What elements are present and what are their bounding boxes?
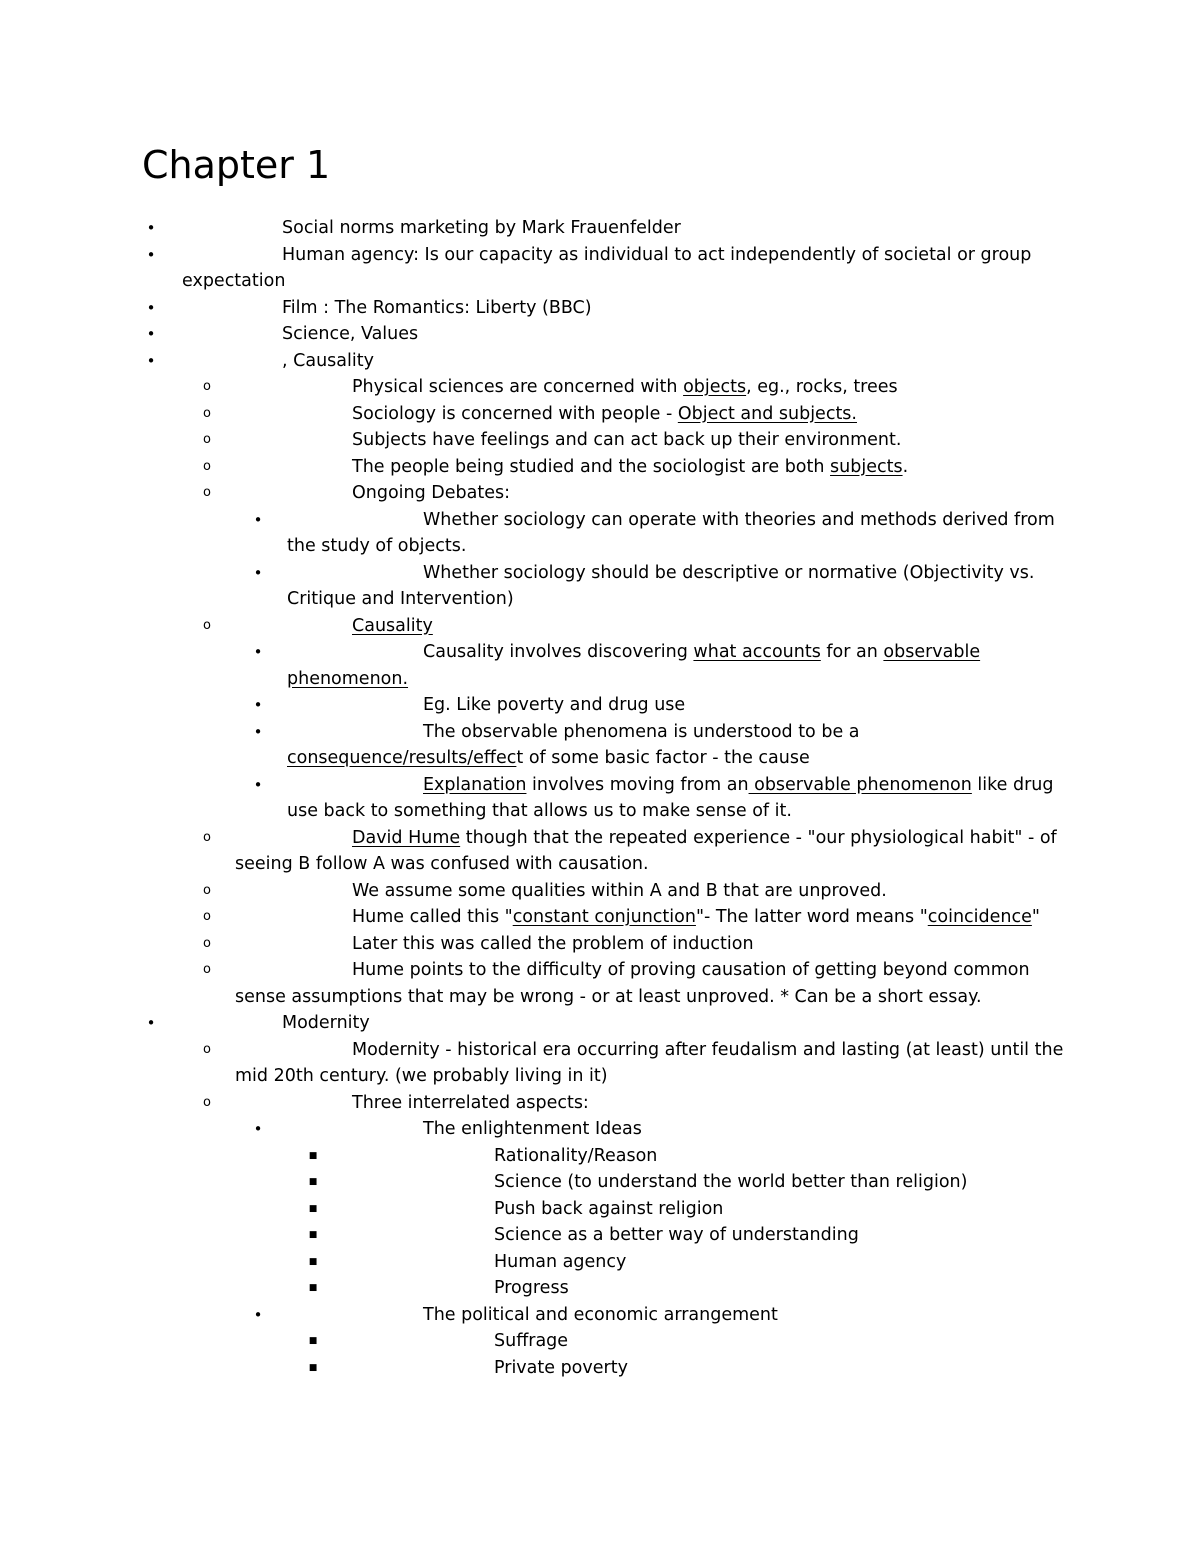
list-item-text	[494, 1328, 568, 1355]
underlined-term: David Hume	[352, 827, 461, 848]
text-line	[235, 931, 754, 958]
bullet-disc-icon: •	[146, 245, 156, 264]
text-line	[235, 454, 908, 481]
text-line	[287, 745, 860, 772]
text-run: , Causality	[282, 350, 374, 371]
text-run: mid 20th century. (we probably living in it)	[235, 1066, 608, 1086]
list-item-text	[235, 401, 857, 428]
text-run: though that the repeated experience - "our physiological habit" - of	[460, 827, 1057, 848]
list-item-text	[235, 454, 908, 481]
text-line	[182, 215, 681, 242]
text-line	[287, 798, 1054, 825]
text-line	[494, 1249, 626, 1276]
bullet-circle-icon: o	[203, 829, 211, 845]
list-item-text	[235, 825, 1057, 878]
underlined-term: subjects	[830, 456, 903, 477]
text-line	[182, 268, 1031, 295]
list-item-text	[235, 904, 1040, 931]
text-line	[494, 1196, 723, 1223]
bullet-disc-icon: •	[253, 643, 263, 661]
bullet-circle-icon: o	[203, 485, 211, 500]
text-line	[235, 904, 1040, 931]
bullet-disc-icon: •	[253, 722, 263, 741]
text-run: Hume called this "	[352, 907, 513, 927]
list-item-text	[287, 719, 860, 772]
list-item-text	[235, 1090, 589, 1117]
text-line	[287, 666, 980, 693]
list-item-text	[494, 1355, 628, 1382]
underlined-term: consequence/results/effec	[287, 748, 517, 768]
text-line	[287, 560, 1034, 587]
list-item-text	[235, 613, 433, 640]
list-item-text	[494, 1222, 859, 1249]
list-item-text	[182, 242, 1031, 295]
text-run: The people being studied and the sociologist are both	[352, 456, 831, 477]
list-item-text	[182, 215, 681, 242]
bullet-square-icon: ■	[308, 1362, 318, 1373]
list-item-text	[182, 321, 418, 348]
bullet-circle-icon: o	[203, 379, 211, 394]
text-run: seeing B follow A was confused with causation.	[235, 854, 649, 874]
text-run: involves moving from an	[526, 774, 749, 795]
text-run: Science (to understand the world better than religion)	[494, 1172, 968, 1192]
text-run: Sociology is concerned with people -	[352, 403, 678, 424]
bullet-circle-icon: o	[203, 458, 211, 474]
text-run: t of some basic factor - the cause	[516, 748, 810, 768]
list-item-text	[494, 1196, 723, 1223]
page-title: Chapter 1	[142, 143, 331, 187]
list-item-text	[287, 1116, 642, 1143]
bullet-square-icon: ■	[308, 1177, 318, 1187]
list-item-text	[235, 480, 510, 507]
text-line	[182, 242, 1031, 269]
bullet-disc-icon: •	[253, 1305, 263, 1324]
text-line	[235, 480, 510, 507]
text-run: Human agency: Is our capacity as individual to act independently of societal or group	[282, 244, 1032, 265]
text-line	[182, 321, 418, 348]
list-item-text	[235, 931, 754, 958]
text-run: Private poverty	[494, 1357, 628, 1378]
text-run: The observable phenomena is understood to be a	[423, 721, 860, 742]
text-line	[287, 586, 1034, 613]
text-run: Causality involves discovering	[423, 642, 694, 662]
underlined-term: what accounts	[693, 642, 821, 662]
text-line	[182, 1010, 370, 1037]
text-run: , eg., rocks, trees	[746, 377, 898, 397]
text-run: Ongoing Debates:	[352, 483, 511, 503]
text-run: Critique and Intervention)	[287, 589, 514, 609]
list-item-text	[235, 427, 901, 454]
bullet-disc-icon: •	[146, 351, 156, 370]
underlined-term: Causality	[352, 615, 433, 636]
text-line	[494, 1222, 859, 1249]
list-item-text	[287, 692, 685, 719]
text-run: The political and economic arrangement	[423, 1304, 778, 1325]
bullet-square-icon: ■	[308, 1203, 318, 1214]
bullet-circle-icon: o	[203, 1094, 211, 1110]
list-item-text	[235, 1037, 1063, 1090]
bullet-circle-icon: o	[203, 617, 211, 633]
text-line	[235, 878, 887, 905]
list-item-text	[235, 957, 1030, 1010]
text-line	[235, 984, 1030, 1011]
text-run: Three interrelated aspects:	[352, 1092, 589, 1113]
list-item-text	[235, 878, 887, 905]
list-item-text	[287, 639, 980, 692]
text-line	[235, 851, 1057, 878]
text-run: Whether sociology should be descriptive or normative (Objectivity vs.	[423, 562, 1035, 583]
text-line	[494, 1328, 568, 1355]
text-run: Whether sociology can operate with theories and methods derived from	[423, 509, 1055, 530]
text-line	[494, 1275, 569, 1302]
bullet-circle-icon: o	[203, 962, 211, 977]
text-line	[287, 1302, 778, 1329]
list-item-text	[235, 374, 898, 401]
bullet-circle-icon: o	[203, 909, 211, 924]
text-run: The enlightenment Ideas	[423, 1119, 642, 1139]
underlined-term: observable	[883, 642, 981, 662]
bullet-disc-icon: •	[253, 775, 263, 794]
list-item-text	[182, 348, 374, 375]
text-line	[235, 1090, 589, 1117]
text-run: Physical sciences are concerned with	[352, 377, 684, 397]
underlined-term: Object and subjects.	[677, 403, 857, 424]
list-item-text	[287, 507, 1055, 560]
text-line	[287, 1116, 642, 1143]
text-run: Social norms marketing by Mark Frauenfelder	[282, 218, 681, 238]
text-line	[287, 507, 1055, 534]
text-line	[287, 533, 1055, 560]
text-line	[287, 772, 1054, 799]
bullet-circle-icon: o	[203, 935, 211, 951]
text-run: Human agency	[494, 1251, 627, 1272]
text-run: use back to something that allows us to make sense of it.	[287, 801, 792, 821]
list-item-text	[287, 772, 1054, 825]
list-item-text	[494, 1169, 967, 1196]
text-run: Progress	[494, 1278, 569, 1298]
text-run: Science as a better way of understanding	[494, 1225, 859, 1245]
list-item-text	[494, 1249, 626, 1276]
underlined-term: phenomenon.	[287, 668, 409, 689]
text-run: Rationality/Reason	[494, 1145, 658, 1166]
bullet-circle-icon: o	[203, 432, 211, 447]
text-run: Film : The Romantics: Liberty (BBC)	[282, 297, 592, 318]
text-line	[235, 613, 433, 640]
text-run: Subjects have feelings and can act back up their environment.	[352, 430, 902, 450]
text-line	[235, 374, 898, 401]
bullet-disc-icon: •	[253, 510, 263, 529]
text-line	[235, 427, 901, 454]
text-line	[235, 1063, 1063, 1090]
bullet-circle-icon: o	[203, 1041, 211, 1057]
bullet-square-icon: ■	[308, 1230, 318, 1240]
text-run: for an	[820, 642, 884, 662]
text-run: "	[1031, 907, 1040, 927]
text-line	[182, 348, 374, 375]
text-run: expectation	[182, 271, 286, 291]
text-run: Modernity - historical era occurring after feudalism and lasting (at least) until the	[352, 1039, 1064, 1060]
text-run: Suffrage	[494, 1331, 569, 1351]
bullet-square-icon: ■	[308, 1336, 318, 1346]
bullet-disc-icon: •	[146, 298, 156, 317]
underlined-term: coincidence	[927, 907, 1032, 927]
underlined-term: Explanation	[423, 774, 527, 795]
text-run: Eg. Like poverty and drug use	[423, 695, 686, 715]
bullet-square-icon: ■	[308, 1283, 318, 1293]
underlined-term: observable phenomenon	[748, 774, 972, 795]
text-run: We assume some qualities within A and B that are unproved.	[352, 880, 887, 901]
text-run: Hume points to the difficulty of proving causation of getting beyond common	[352, 960, 1030, 980]
bullet-disc-icon: •	[146, 325, 156, 343]
text-line	[235, 401, 857, 428]
text-line	[235, 1037, 1063, 1064]
text-run: .	[902, 456, 909, 477]
text-run: Modernity	[282, 1013, 370, 1033]
list-item-text	[287, 560, 1034, 613]
bullet-square-icon: ■	[308, 1150, 318, 1161]
text-line	[494, 1143, 657, 1170]
bullet-circle-icon: o	[203, 405, 211, 421]
bullet-disc-icon: •	[146, 1014, 156, 1032]
text-line	[287, 692, 685, 719]
underlined-term: objects	[683, 377, 747, 397]
text-run: Later this was called the problem of induction	[352, 933, 754, 954]
bullet-disc-icon: •	[146, 219, 156, 237]
text-line	[235, 957, 1030, 984]
text-line	[182, 295, 592, 322]
bullet-disc-icon: •	[253, 696, 263, 714]
text-line	[287, 719, 860, 746]
text-run: "- The latter word means "	[695, 907, 928, 927]
bullet-circle-icon: o	[203, 882, 211, 898]
underlined-term: constant conjunction	[512, 907, 696, 927]
bullet-disc-icon: •	[253, 563, 263, 582]
list-item-text	[182, 1010, 370, 1037]
text-run: sense assumptions that may be wrong - or at least unproved. * Can be a short essay.	[235, 986, 982, 1007]
text-line	[494, 1355, 628, 1382]
list-item-text	[287, 1302, 778, 1329]
text-run: Push back against religion	[494, 1198, 724, 1219]
text-run: like drug	[971, 774, 1054, 795]
bullet-square-icon: ■	[308, 1256, 318, 1267]
text-line	[235, 825, 1057, 852]
bullet-disc-icon: •	[253, 1120, 263, 1138]
text-line	[287, 639, 980, 666]
list-item-text	[494, 1275, 569, 1302]
text-run: Science, Values	[282, 324, 419, 344]
text-run: the study of objects.	[287, 536, 467, 556]
list-item-text	[494, 1143, 657, 1170]
list-item-text	[182, 295, 592, 322]
text-line	[494, 1169, 967, 1196]
